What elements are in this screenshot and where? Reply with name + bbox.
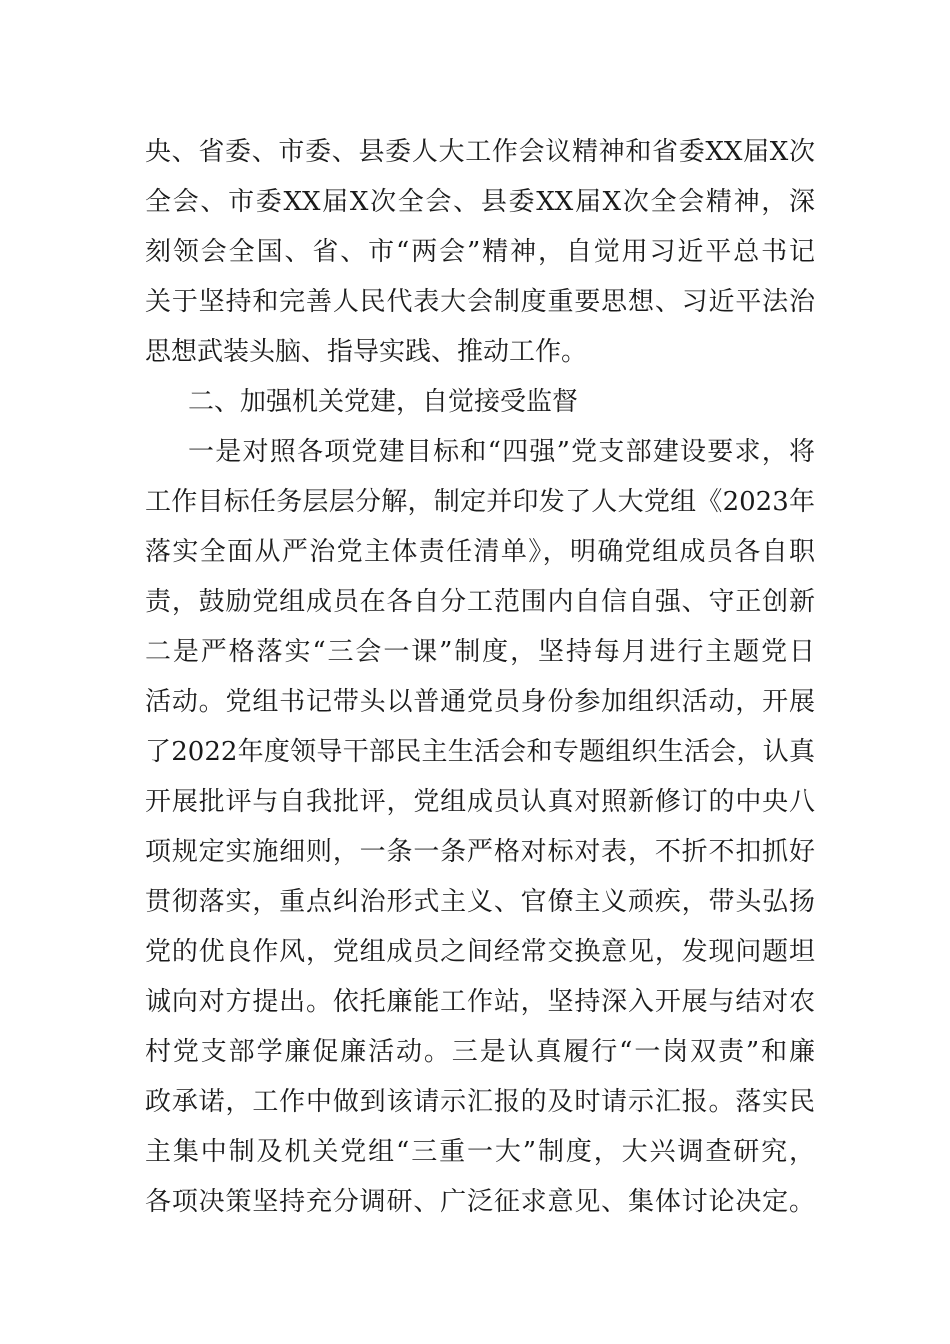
body-line-12: 活动。党组书记带头以普通党员身份参加组织活动，开展 xyxy=(145,687,815,717)
body-line-16: 贯彻落实，重点纠治形式主义、官僚主义顽疾，带头弘扬 xyxy=(145,887,815,917)
body-line-5: 思想武装头脑、指导实践、推动工作。 xyxy=(145,337,588,367)
body-line-7: 一是对照各项党建目标和“四强”党支部建设要求，将 xyxy=(188,437,815,467)
body-line-14: 开展批评与自我批评，党组成员认真对照新修订的中央八 xyxy=(145,787,815,817)
body-line-22: 各项决策坚持充分调研、广泛征求意见、集体讨论决定。 xyxy=(145,1187,815,1217)
body-line-17: 党的优良作风，党组成员之间经常交换意见，发现问题坦 xyxy=(145,937,815,967)
body-line-11: 二是严格落实“三会一课”制度，坚持每月进行主题党日 xyxy=(145,637,815,667)
body-line-3: 刻领会全国、省、市“两会”精神，自觉用习近平总书记 xyxy=(145,237,815,267)
section-heading: 二、加强机关党建，自觉接受监督 xyxy=(188,387,579,417)
body-line-9: 落实全面从严治党主体责任清单》，明确党组成员各自职 xyxy=(145,537,815,567)
body-line-2: 全会、市委XX届X次全会、县委XX届X次全会精神，深 xyxy=(145,187,815,217)
body-line-13: 了2022年度领导干部民主生活会和专题组织生活会，认真 xyxy=(145,737,815,767)
body-line-19: 村党支部学廉促廉活动。三是认真履行“一岗双责”和廉 xyxy=(145,1037,815,1067)
body-line-8: 工作目标任务层层分解，制定并印发了人大党组《2023年 xyxy=(145,487,815,517)
body-line-18: 诚向对方提出。依托廉能工作站，坚持深入开展与结对农 xyxy=(145,987,815,1017)
document-body xyxy=(145,127,815,1227)
body-line-20: 政承诺，工作中做到该请示汇报的及时请示汇报。落实民 xyxy=(145,1087,815,1117)
body-line-21: 主集中制及机关党组“三重一大”制度，大兴调查研究， xyxy=(145,1137,815,1167)
body-line-1: 央、省委、市委、县委人大工作会议精神和省委XX届X次 xyxy=(145,137,815,167)
body-line-4: 关于坚持和完善人民代表大会制度重要思想、习近平法治 xyxy=(145,287,815,317)
body-line-15: 项规定实施细则，一条一条严格对标对表，不折不扣抓好 xyxy=(145,837,815,867)
body-line-10: 责，鼓励党组成员在各自分工范围内自信自强、守正创新 xyxy=(145,587,815,617)
